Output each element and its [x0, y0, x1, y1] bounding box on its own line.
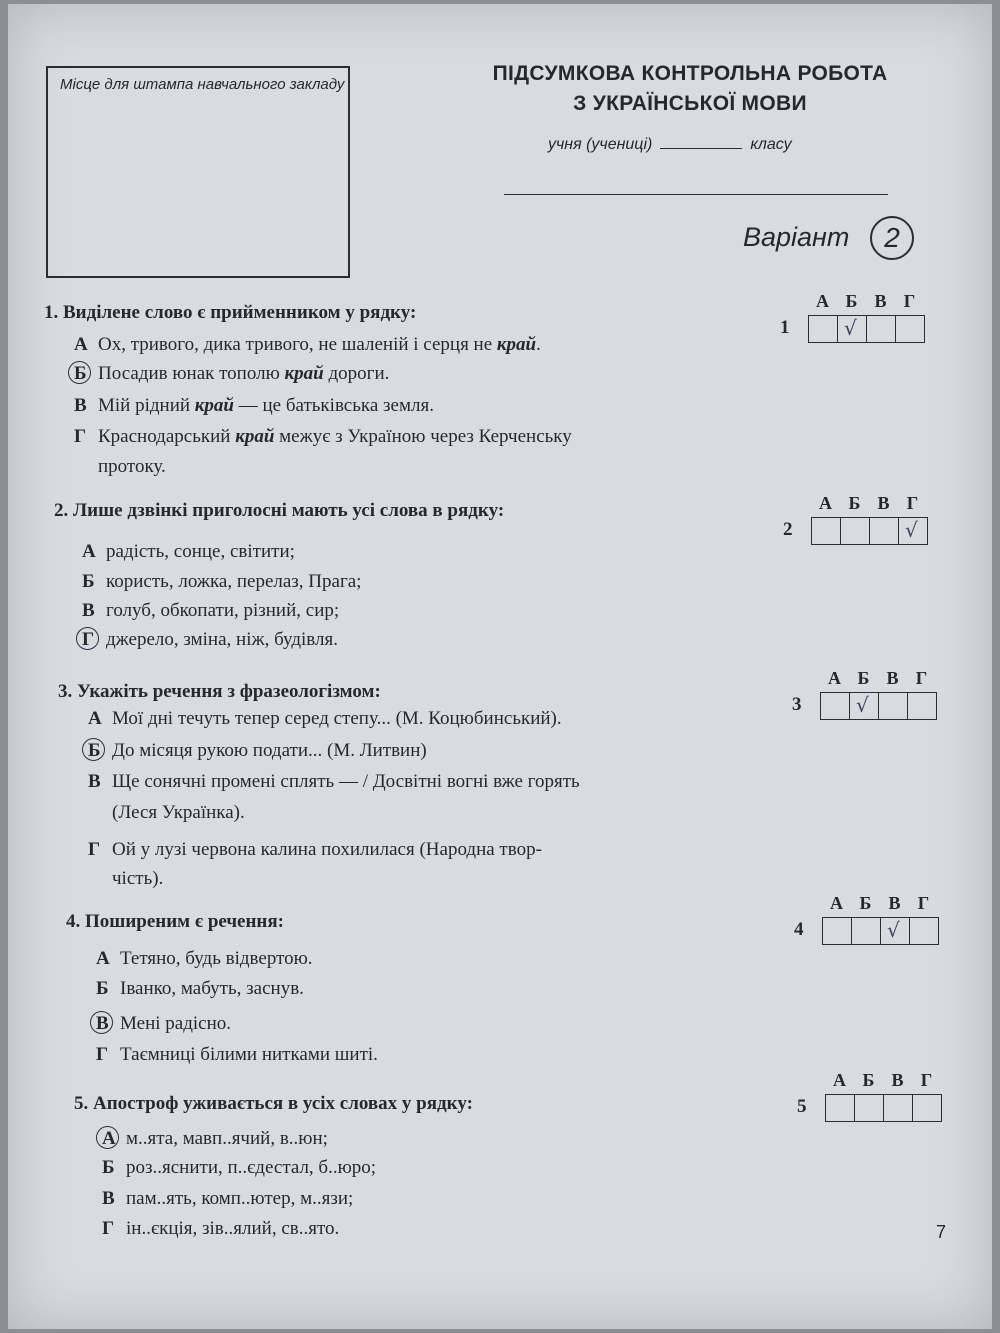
option-1a: А Ох, тривого, дика тривого, не шаленій і серця не край. [74, 334, 541, 355]
option-4c: В Мені радісно. [96, 1013, 232, 1034]
answer-grid-4: А Б В Г 4 √ [822, 917, 939, 945]
cell-b[interactable] [841, 518, 870, 544]
question-3-title: 3. Укажіть речення з фразеологізмом: [58, 681, 381, 702]
check-mark: √ [887, 918, 900, 942]
cell-a[interactable] [821, 693, 850, 719]
option-3c: В Ще сонячні промені сплять — / Досвітні вогні вже горять [88, 771, 580, 792]
option-1d-cont: протоку. [98, 456, 166, 477]
cell-g[interactable] [910, 918, 938, 944]
cell-a[interactable] [809, 316, 838, 342]
cell-g[interactable] [913, 1095, 941, 1121]
option-3a: А Мої дні течуть тепер серед степу... (М. Коцюбинський). [88, 708, 562, 729]
answer-grid-2: А Б В Г 2 √ [811, 517, 928, 545]
variant-label: Варіант [743, 222, 850, 252]
cell-g[interactable] [899, 518, 927, 544]
page-number: 7 [936, 1222, 947, 1242]
cell-g[interactable] [908, 693, 936, 719]
option-1d: Г Краснодарський край межує з Україною через Керченську [74, 426, 572, 447]
name-line [504, 194, 888, 195]
cell-b[interactable] [838, 316, 867, 342]
question-1-title [44, 302, 416, 324]
cell-b[interactable] [850, 693, 879, 719]
answer-grid-3: А Б В Г 3 √ [820, 692, 937, 720]
grid-number: 1 [780, 317, 790, 338]
answer-grid-1 [780, 291, 925, 343]
cell-a[interactable] [826, 1095, 855, 1121]
option-5b: Б роз..яснити, п..єдестал, б..юро; [102, 1157, 377, 1178]
option-4d: Г Таємниці білими нитками шиті. [96, 1044, 378, 1065]
check-mark: √ [905, 518, 918, 542]
cell-a[interactable] [812, 518, 841, 544]
option-5c: В пам..ять, комп..ютер, м..язи; [102, 1188, 354, 1209]
cell-g[interactable] [896, 316, 924, 342]
cell-v[interactable] [870, 518, 899, 544]
option-4b: Б Іванко, мабуть, заснув. [96, 978, 304, 999]
student-prefix: учня (учениці) [548, 136, 653, 153]
question-text: Виділене слово є прийменником у рядку: [63, 302, 417, 323]
variant-number: 2 [870, 216, 914, 260]
cell-b[interactable] [852, 918, 881, 944]
option-2b: Б користь, ложка, перелаз, Прага; [82, 571, 362, 592]
stamp-label: Місце для штампа навчального закладу [60, 76, 345, 93]
check-mark: √ [856, 693, 869, 717]
student-line [548, 136, 792, 154]
option-5a: А м..ята, мавп..ячий, в..юн; [102, 1128, 328, 1149]
question-2-title: 2. Лише дзвінкі приголосні мають усі слова в рядку: [54, 500, 505, 521]
option-3d: Г Ой у лузі червона калина похилилася (Народна твор- [88, 839, 542, 860]
cell-v[interactable] [884, 1095, 913, 1121]
option-5d: Г ін..єкція, зів..ялий, св..ято. [102, 1218, 340, 1239]
option-1b: Б Посадив юнак тополю край дороги. [74, 363, 390, 384]
question-number: 1. [44, 302, 59, 323]
cell-v[interactable] [867, 316, 896, 342]
cell-a[interactable] [823, 918, 852, 944]
class-blank [660, 148, 742, 149]
option-3c-cont: (Леся Українка). [112, 802, 245, 823]
cell-b[interactable] [855, 1095, 884, 1121]
check-mark: √ [844, 316, 857, 340]
worksheet-page [8, 4, 992, 1329]
option-2a: А радість, сонце, світити; [82, 541, 295, 562]
option-1c: В Мій рідний край — це батьківська земля. [74, 395, 434, 416]
option-2d: Г джерело, зміна, ніж, будівля. [82, 629, 338, 650]
option-3d-cont: чість). [112, 868, 164, 889]
cell-v[interactable] [881, 918, 910, 944]
student-suffix: класу [750, 136, 792, 153]
question-5-title: 5. Апостроф уживається в усіх словах у рядку: [74, 1093, 473, 1114]
grid-header: А Б В Г [816, 291, 916, 311]
title-line-1: ПІДСУМКОВА КОНТРОЛЬНА РОБОТА [492, 62, 888, 85]
title-line-2: З УКРАЇНСЬКОЇ МОВИ [573, 92, 807, 115]
question-4-title: 4. Поширеним є речення: [66, 911, 284, 932]
option-4a: А Тетяно, будь відвертою. [96, 948, 313, 969]
stamp-box [46, 66, 350, 278]
option-3b: Б До місяця рукою подати... (М. Литвин) [88, 740, 427, 761]
cell-v[interactable] [879, 693, 908, 719]
answer-grid-5: А Б В Г 5 [825, 1094, 942, 1122]
option-2c: В голуб, обкопати, різний, сир; [82, 600, 340, 621]
